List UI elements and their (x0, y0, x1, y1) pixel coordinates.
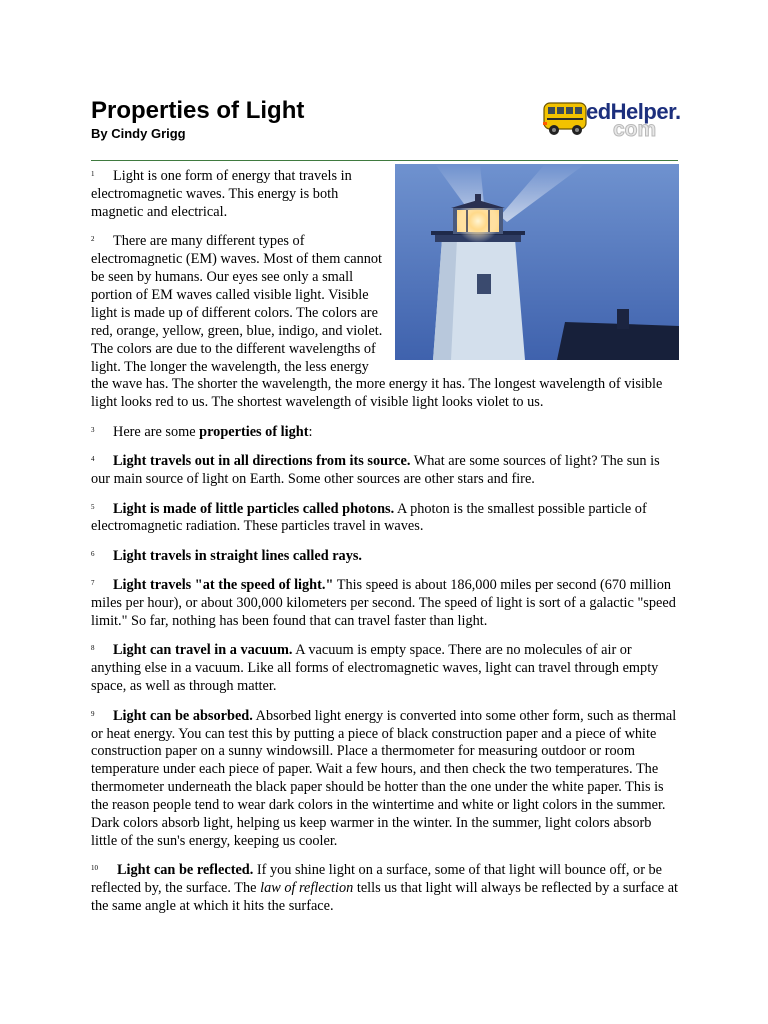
image-float-spacer (383, 166, 679, 362)
paragraph-10: 10 Light can be reflected. If you shine light on a surface, some of that light will bounce off, or be reflected by, the surface. The law of reflection tells us that light will always be reflected by a surface at the same angle at which it hits the surface. (91, 862, 679, 915)
article-body (91, 166, 679, 926)
paragraph-4: 4 Light travels out in all directions from its source. What are some sources of light? The sun is our main source of light on Earth. Some other sources are other stars and fire. (91, 453, 660, 488)
paragraph-5: 5 Light is made of little particles called photons. A photon is the smallest possible particle of electromagnetic radiation. These particles travel in waves. (91, 500, 647, 535)
edhelper-logo[interactable] (541, 95, 681, 143)
paragraph-3: 3 Here are some properties of light: (91, 423, 313, 440)
logo-com: com (613, 118, 657, 141)
logo-wordmark: edHelper. (586, 99, 681, 124)
paragraph-1: 1 Light is one form of energy that travels in electromagnetic waves. This energy is both magnetic and electrical. (91, 168, 352, 220)
paragraph-7: 7 Light travels "at the speed of light." This speed is about 186,000 miles per second (670 million miles per hour), or about 300,000 kilometers per second. The speed of light is sort of a galactic "speed limit." So far, nothing has been found that can travel faster than light. (91, 577, 676, 630)
paragraph-8: 8 Light can travel in a vacuum. A vacuum is empty space. There are no molecules of air or anything else in a vacuum. Like all forms of electromagnetic waves, light can travel through empty space, as well as through matter. (91, 642, 659, 695)
author-byline: By Cindy Grigg (91, 126, 186, 141)
paragraph-2: 2 There are many different types of electromagnetic (EM) waves. Most of them cannot be seen by humans. Our eyes see only a small portion of EM waves called visible light. Visible light is made up of different colors. The colors are red, orange, yellow, green, blue, indigo, and violet. The colors are due to the different wavelengths of light. The longer the wavelength, the less energy the wave has. The shorter the wavelength, the more energy it has. The longest wavelength of visible light looks red to us. The shortest wavelength of visible light looks violet to us. (91, 233, 663, 411)
header-divider (91, 160, 678, 161)
paragraph-6: 6 Light travels in straight lines called rays. (91, 547, 362, 564)
paragraph-9: 9 Light can be absorbed. Absorbed light energy is converted into some other form, such as thermal or heat energy. You can test this by putting a piece of black construction paper and a piece of white construction paper on a sunny windowsill. Place a thermometer for measuring outdoor or room temperature under each piece of paper. Wait a few hours, and then check the two temperatures. The thermometer underneath the black paper should be hotter than the one under the white paper. This is the reason people tend to wear dark colors in the wintertime and white or light colors in the summer. Dark colors absorb light, helping us keep warmer in the winter. In the summer, light colors absorb little of the sun's energy, keeping us cooler. (91, 707, 677, 849)
school-bus-icon (541, 95, 589, 143)
page-title: Properties of Light (91, 97, 305, 124)
